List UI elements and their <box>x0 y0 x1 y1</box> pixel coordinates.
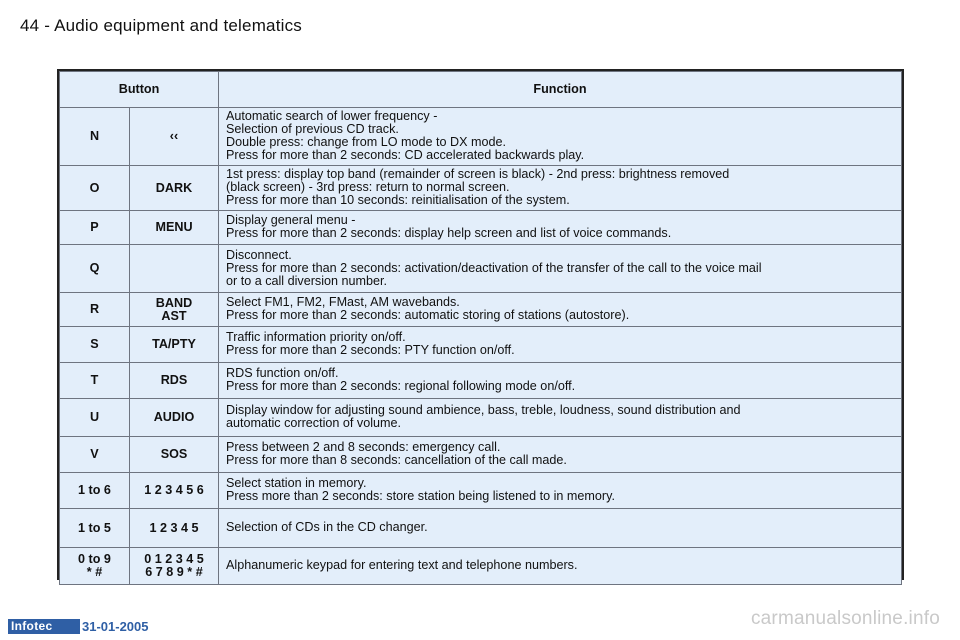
text-line: * # <box>86 565 103 579</box>
text-line: Press for more than 2 seconds: PTY function on/off. <box>226 343 515 357</box>
text-line: Press for more than 2 seconds: CD accelerated backwards play. <box>226 148 585 162</box>
button-function-table-frame <box>57 69 904 580</box>
page-title: 44 - Audio equipment and telematics <box>20 16 303 35</box>
text-line: Display window for adjusting sound ambience, bass, treble, loudness, sound distribution and <box>226 403 741 417</box>
text-line: R <box>89 302 100 316</box>
row-code <box>60 108 130 166</box>
row-code <box>60 363 130 399</box>
row-function <box>219 363 902 399</box>
text-line: RDS function on/off. <box>226 366 339 380</box>
table-row <box>60 211 902 245</box>
text-line: U <box>89 410 100 424</box>
row-key-label <box>130 473 219 509</box>
row-code <box>60 293 130 327</box>
text-line: Selection of previous CD track. <box>226 122 399 136</box>
row-code <box>60 509 130 548</box>
text-line: AUDIO <box>153 410 195 424</box>
row-key-label <box>130 509 219 548</box>
table-row <box>60 245 902 293</box>
text-line: 6 7 8 9 * # <box>145 565 203 579</box>
infotec-logo: Infotec <box>8 619 80 634</box>
row-code <box>60 548 130 585</box>
text-line: RDS <box>160 373 188 387</box>
text-line: Press between 2 and 8 seconds: emergency call. <box>226 440 501 454</box>
text-line: 1st press: display top band (remainder of screen is black) - 2nd press: brightness removed <box>226 167 730 181</box>
table-row <box>60 548 902 585</box>
row-code <box>60 399 130 437</box>
row-function <box>219 293 902 327</box>
row-key-label <box>130 245 219 293</box>
table-row <box>60 509 902 548</box>
watermark: carmanualsonline.info <box>750 608 940 629</box>
text-line: Double press: change from LO mode to DX mode. <box>226 135 507 149</box>
table-row <box>60 108 902 166</box>
row-key-label <box>130 166 219 211</box>
text-line: Display general menu - <box>226 213 356 227</box>
text-line: N <box>89 129 100 143</box>
footer-date: 31-01-2005 <box>82 619 149 634</box>
text-line: P <box>90 220 99 234</box>
text-line: automatic correction of volume. <box>226 416 401 430</box>
text-line: Selection of CDs in the CD changer. <box>226 520 428 534</box>
text-line: BAND <box>155 295 193 310</box>
table-body <box>60 108 902 585</box>
row-key-label <box>130 437 219 473</box>
row-function <box>219 437 902 473</box>
text-line: Select FM1, FM2, FMast, AM wavebands. <box>226 295 460 309</box>
text-line: O <box>89 180 100 195</box>
text-line: or to a call diversion number. <box>226 273 388 288</box>
row-code <box>60 473 130 509</box>
row-function <box>219 245 902 293</box>
text-line: TA/PTY <box>152 337 196 351</box>
row-key-label <box>130 327 219 363</box>
row-function <box>219 473 902 509</box>
text-line: Press more than 2 seconds: store station being listened to in memory. <box>226 489 615 503</box>
text-line: Press for more than 2 seconds: activation/deactivation of the transfer of the call to the voice mail <box>226 260 762 275</box>
table-header-row <box>60 72 902 108</box>
text-line: Alphanumeric keypad for entering text and telephone numbers. <box>226 558 578 572</box>
row-function <box>219 108 902 166</box>
table-row <box>60 327 902 363</box>
row-key-label <box>130 293 219 327</box>
text-line: T <box>90 373 99 387</box>
row-function <box>219 509 902 548</box>
text-line: ‹‹ <box>169 129 179 143</box>
row-key-label <box>130 211 219 245</box>
row-function <box>219 166 902 211</box>
header-button: Button <box>60 72 219 108</box>
text-line: 1 2 3 4 5 <box>149 520 199 535</box>
table-row <box>60 166 902 211</box>
row-function <box>219 548 902 585</box>
row-function <box>219 211 902 245</box>
table-row <box>60 363 902 399</box>
text-line: SOS <box>160 447 188 461</box>
text-line: Press for more than 8 seconds: cancellation of the call made. <box>226 453 567 467</box>
row-function <box>219 399 902 437</box>
text-line: MENU <box>155 220 193 234</box>
text-line: Automatic search of lower frequency - <box>226 109 438 123</box>
row-code <box>60 245 130 293</box>
text-line: 0 to 9 <box>78 552 111 566</box>
row-key-label <box>130 363 219 399</box>
text-line: Traffic information priority on/off. <box>226 330 406 344</box>
text-line: Press for more than 2 seconds: display help screen and list of voice commands. <box>226 226 672 240</box>
text-line: (black screen) - 3rd press: return to normal screen. <box>226 180 510 194</box>
row-code <box>60 166 130 211</box>
text-line: Press for more than 10 seconds: reinitialisation of the system. <box>226 193 570 207</box>
table-row <box>60 399 902 437</box>
row-function <box>219 327 902 363</box>
text-line: 0 1 2 3 4 5 <box>144 552 204 566</box>
button-function-table <box>59 71 902 585</box>
text-line: V <box>90 447 99 461</box>
text-line: 1 2 3 4 5 6 <box>144 483 204 497</box>
text-line: Q <box>89 261 100 275</box>
table-row <box>60 293 902 327</box>
table-row <box>60 473 902 509</box>
text-line: S <box>90 337 99 351</box>
text-line: Press for more than 2 seconds: automatic storing of stations (autostore). <box>226 308 630 322</box>
text-line: Select station in memory. <box>226 476 367 490</box>
text-line: AST <box>161 308 187 323</box>
row-key-label <box>130 548 219 585</box>
row-code <box>60 327 130 363</box>
row-key-label <box>130 108 219 166</box>
text-line: 1 to 5 <box>78 520 111 535</box>
text-line: 1 to 6 <box>78 483 111 497</box>
row-code <box>60 211 130 245</box>
header-function: Function <box>219 72 902 108</box>
text-line: Disconnect. <box>226 247 292 262</box>
row-code <box>60 437 130 473</box>
row-key-label <box>130 399 219 437</box>
text-line: DARK <box>155 180 193 195</box>
text-line: Press for more than 2 seconds: regional following mode on/off. <box>226 379 576 393</box>
table-row <box>60 437 902 473</box>
